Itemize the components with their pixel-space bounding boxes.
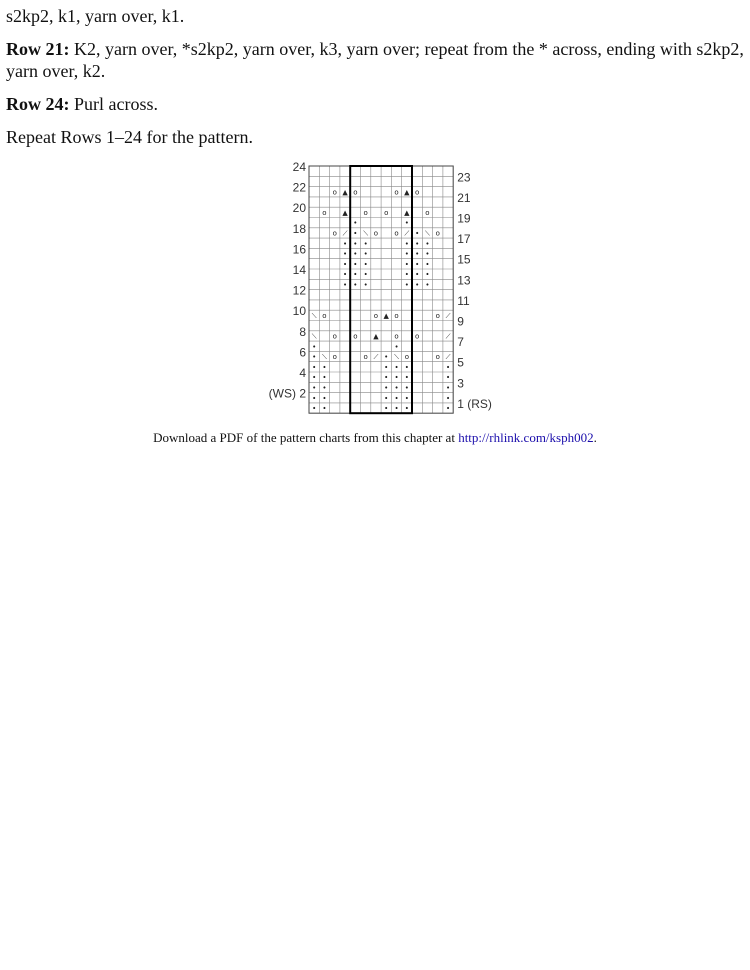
- row-number-label: 22: [292, 180, 306, 195]
- row-number-label: 14: [292, 263, 306, 277]
- stitch-symbol: •: [404, 280, 409, 289]
- row-number-label: 6: [299, 345, 306, 360]
- stitch-symbol: o: [415, 332, 420, 341]
- stitch-symbol: o: [435, 229, 440, 238]
- chart-pdf-link[interactable]: http://rhlink.com/ksph002: [458, 430, 594, 445]
- row-number-label: 4: [299, 366, 306, 380]
- stitch-symbol: •: [384, 353, 389, 362]
- stitch-symbol: •: [415, 250, 420, 259]
- stitch-symbol: •: [342, 239, 348, 248]
- stitch-symbol: •: [425, 280, 430, 289]
- caption-end: .: [593, 430, 597, 445]
- row-number-label: 11: [457, 293, 470, 308]
- stitch-symbol: •: [342, 280, 348, 289]
- stitch-symbol: •: [353, 280, 358, 289]
- row-number-label: 21: [457, 190, 471, 205]
- stitch-symbol: •: [445, 383, 451, 392]
- stitch-symbol: •: [394, 363, 399, 372]
- stitch-symbol: •: [322, 373, 327, 382]
- stitch-symbol: •: [394, 373, 399, 382]
- stitch-symbol: ▲: [404, 208, 410, 217]
- row-number-label: 8: [299, 324, 306, 339]
- stitch-symbol: •: [445, 373, 451, 382]
- stitch-symbol: ⟋: [342, 229, 348, 238]
- stitch-symbol: •: [425, 250, 430, 259]
- row-21-paragraph: [6, 38, 744, 82]
- stitch-symbol: •: [415, 280, 420, 289]
- stitch-symbol: •: [342, 250, 348, 259]
- stitch-symbol: o: [332, 353, 337, 362]
- row-instructions: Purl across.: [69, 94, 158, 114]
- stitch-symbol: •: [353, 239, 358, 248]
- stitch-symbol: •: [363, 270, 368, 279]
- stitch-symbol: o: [363, 353, 368, 362]
- stitch-symbol: •: [445, 363, 451, 372]
- stitch-symbol: •: [404, 373, 409, 382]
- row-number-label: 12: [292, 283, 306, 298]
- stitch-symbol: •: [404, 404, 409, 413]
- stitch-symbol: •: [445, 404, 451, 413]
- stitch-symbol: •: [425, 270, 430, 279]
- stitch-symbol: ▲: [342, 208, 348, 217]
- stitch-symbol: •: [404, 239, 409, 248]
- stitch-symbol: o: [353, 188, 358, 197]
- stitch-symbol: ▲: [383, 311, 389, 320]
- download-caption: [0, 430, 750, 446]
- stitch-symbol: ⟋: [445, 353, 451, 362]
- stitch-symbol: o: [373, 229, 379, 238]
- stitch-symbol: ▲: [342, 188, 348, 197]
- stitch-symbol: o: [332, 332, 337, 341]
- stitch-symbol: •: [322, 383, 327, 392]
- row-number-label: 19: [457, 211, 471, 226]
- stitch-symbol: •: [312, 353, 317, 362]
- stitch-symbol: o: [384, 208, 389, 217]
- stitch-symbol: •: [353, 260, 358, 269]
- stitch-symbol: ▲: [404, 188, 410, 197]
- stitch-symbol: •: [384, 373, 389, 382]
- stitch-symbol: ⟋: [404, 229, 410, 238]
- stitch-symbol: •: [445, 394, 451, 403]
- row-number-label: 13: [457, 273, 471, 288]
- stitch-symbol: o: [394, 188, 399, 197]
- stitch-symbol: o: [332, 188, 337, 197]
- stitch-symbol: •: [342, 270, 348, 279]
- stitch-symbol: •: [322, 363, 327, 372]
- stitch-symbol: •: [415, 229, 420, 238]
- stitch-symbol: •: [404, 260, 409, 269]
- stitch-symbol: o: [394, 311, 399, 320]
- stitch-symbol: •: [312, 363, 317, 372]
- stitch-symbol: o: [332, 229, 337, 238]
- stitch-symbol: ⟍: [363, 229, 369, 238]
- stitch-symbol: •: [394, 342, 399, 351]
- stitch-symbol: o: [435, 353, 440, 362]
- row-number-label: 10: [292, 304, 306, 319]
- stitch-symbol: •: [415, 239, 420, 248]
- repeat-paragraph: [6, 126, 744, 148]
- stitch-symbol: •: [404, 250, 409, 259]
- stitch-symbol: •: [415, 260, 420, 269]
- row-number-label: 23: [457, 170, 471, 185]
- stitch-symbol: ▲: [373, 332, 379, 341]
- stitch-symbol: •: [322, 394, 327, 403]
- stitch-symbol: •: [322, 404, 327, 413]
- stitch-symbol: ⟍: [424, 229, 430, 238]
- instruction-text: s2kp2, k1, yarn over, k1.: [6, 6, 185, 26]
- stitch-symbol: •: [363, 260, 368, 269]
- stitch-symbol: •: [425, 239, 430, 248]
- stitch-symbol: ⟋: [373, 353, 379, 362]
- stitch-symbol: •: [312, 342, 317, 351]
- stitch-symbol: •: [425, 260, 430, 269]
- stitch-symbol: •: [312, 394, 317, 403]
- stitch-symbol: •: [363, 280, 368, 289]
- stitch-symbol: •: [415, 270, 420, 279]
- stitch-symbol: ⟋: [445, 311, 451, 320]
- stitch-symbol: •: [384, 383, 389, 392]
- stitch-symbol: •: [312, 383, 317, 392]
- stitch-symbol: •: [312, 404, 317, 413]
- row-number-label: 5: [457, 355, 464, 370]
- stitch-symbol: ⟍: [321, 353, 327, 362]
- stitch-symbol: o: [435, 311, 440, 320]
- stitch-symbol: o: [363, 208, 368, 217]
- stitch-symbol: o: [353, 332, 358, 341]
- stitch-symbol: •: [394, 383, 399, 392]
- stitch-symbol: •: [404, 363, 409, 372]
- stitch-symbol: o: [394, 332, 399, 341]
- row-number-label: 3: [457, 376, 464, 391]
- row-number-label: 7: [457, 335, 464, 350]
- caption-text: Download a PDF of the pattern charts from this chapter at: [153, 430, 459, 445]
- stitch-symbol: •: [353, 270, 358, 279]
- row-number-label: 15: [457, 252, 471, 267]
- stitch-symbol: o: [404, 353, 409, 362]
- row-number-label: (WS) 2: [268, 386, 306, 401]
- row-24-paragraph: [6, 93, 744, 115]
- instruction-paragraph: [6, 5, 744, 27]
- row-number-label: 18: [292, 221, 306, 236]
- stitch-symbol: •: [353, 219, 358, 228]
- row-number-label: 9: [457, 314, 464, 329]
- stitch-symbol: •: [384, 363, 389, 372]
- stitch-symbol: •: [363, 250, 368, 259]
- row-number-label: 17: [457, 232, 471, 247]
- repeat-text: Repeat Rows 1–24 for the pattern.: [6, 127, 253, 147]
- stitch-symbol: o: [415, 188, 420, 197]
- stitch-symbol: •: [394, 394, 399, 403]
- row-number-label: 1 (RS): [457, 396, 492, 411]
- stitch-symbol: •: [312, 373, 317, 382]
- stitch-symbol: ⟍: [311, 311, 317, 320]
- stitch-symbol: •: [404, 383, 409, 392]
- stitch-symbol: o: [322, 208, 327, 217]
- stitch-symbol: o: [394, 229, 399, 238]
- stitch-symbol: •: [404, 219, 409, 228]
- stitch-symbol: ⟋: [445, 332, 451, 341]
- stitch-symbol: o: [322, 311, 327, 320]
- knitting-chart: [264, 160, 494, 420]
- row-label: Row 21:: [6, 39, 70, 59]
- stitch-symbol: •: [353, 229, 358, 238]
- row-number-label: 16: [292, 242, 306, 257]
- stitch-symbol: ⟍: [311, 332, 317, 341]
- stitch-symbol: ⟍: [394, 353, 400, 362]
- row-number-label: 24: [292, 160, 306, 174]
- stitch-symbol: •: [394, 404, 399, 413]
- stitch-symbol: •: [363, 239, 368, 248]
- stitch-symbol: •: [384, 394, 389, 403]
- knitting-chart-svg: [264, 160, 494, 420]
- stitch-symbol: •: [353, 250, 358, 259]
- stitch-symbol: •: [404, 270, 409, 279]
- row-instructions: K2, yarn over, *s2kp2, yarn over, k3, yarn over; repeat from the * across, ending with s2kp2, yarn over, k2.: [6, 39, 744, 81]
- stitch-symbol: •: [404, 394, 409, 403]
- stitch-symbol: o: [425, 208, 430, 217]
- stitch-symbol: •: [342, 260, 348, 269]
- row-label: Row 24:: [6, 94, 70, 114]
- row-number-label: 20: [292, 201, 306, 216]
- stitch-symbol: o: [373, 311, 379, 320]
- stitch-symbol: •: [384, 404, 389, 413]
